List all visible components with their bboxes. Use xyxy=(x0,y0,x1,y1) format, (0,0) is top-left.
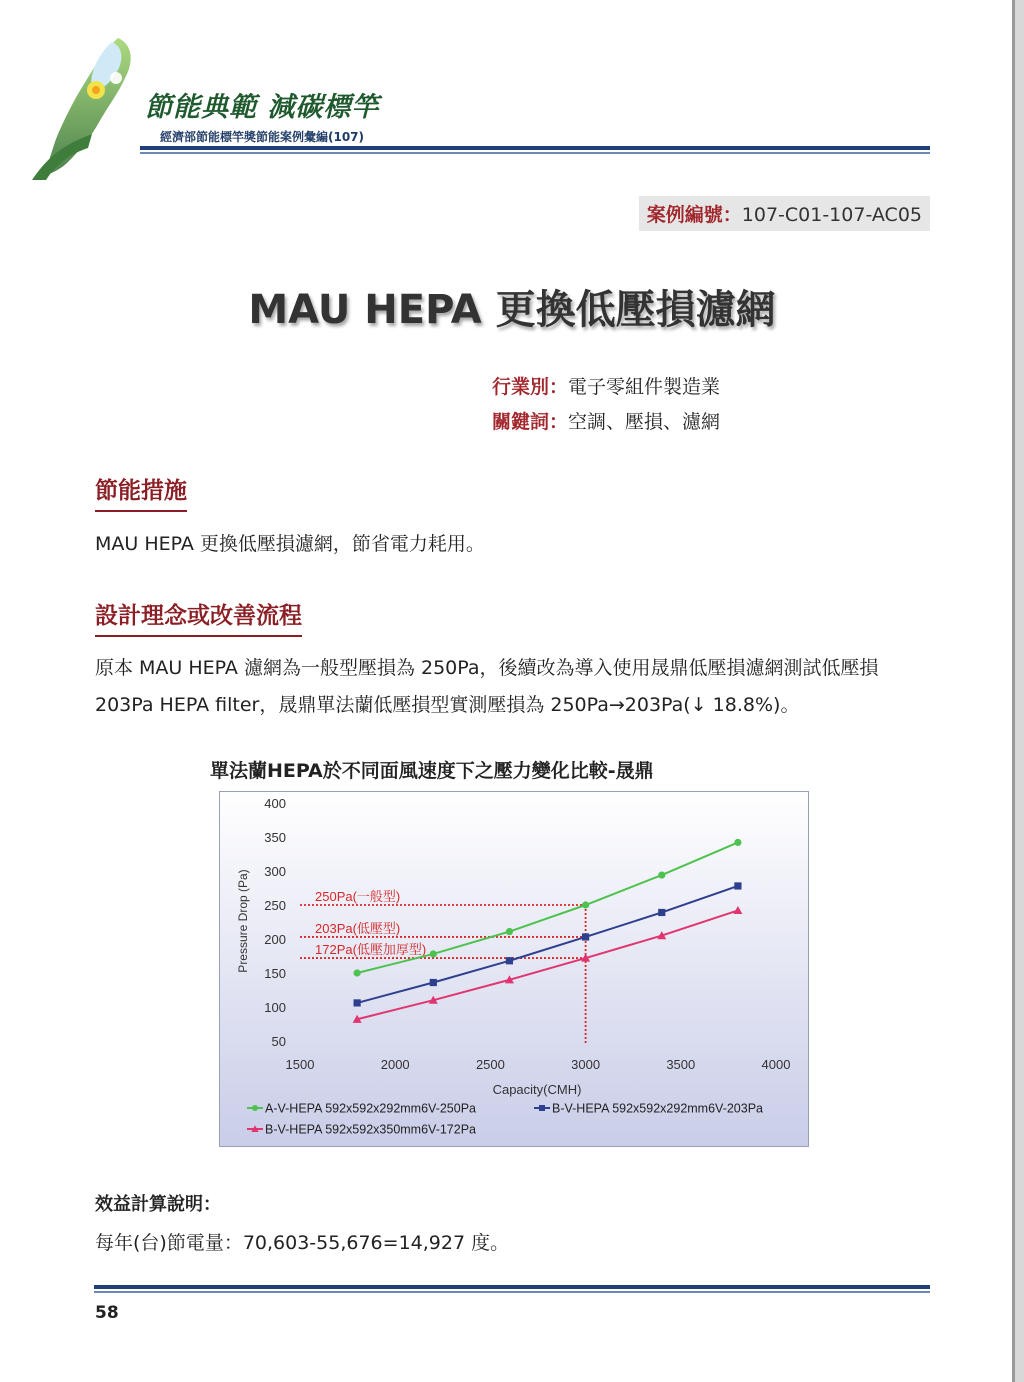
reference-label: 250Pa(一般型) xyxy=(315,889,401,904)
industry-row xyxy=(492,372,720,399)
data-point xyxy=(582,933,589,940)
x-axis-label: Capacity(CMH) xyxy=(492,1082,582,1097)
reference-label: 172Pa(低壓加厚型) xyxy=(315,942,427,958)
chart-svg xyxy=(219,791,809,1147)
legend-label: A-V-HEPA 592x592x292mm6V-250Pa xyxy=(265,1101,477,1116)
data-point xyxy=(734,839,741,846)
keywords-label: 關鍵詞： xyxy=(492,411,569,433)
data-point xyxy=(658,871,665,878)
data-point xyxy=(354,999,361,1006)
page-title: MAU HEPA 更換低壓損濾網 xyxy=(248,287,776,333)
y-tick-label: 50 xyxy=(271,1034,286,1049)
case-number-box xyxy=(639,196,930,231)
data-point xyxy=(252,1105,258,1111)
x-tick-label: 3000 xyxy=(571,1057,601,1072)
data-point xyxy=(539,1105,545,1111)
legend-label: B-V-HEPA 592x592x350mm6V-172Pa xyxy=(265,1122,477,1137)
section-heading-measures: 節能措施 xyxy=(95,472,187,512)
data-point xyxy=(506,928,513,935)
page-edge xyxy=(1012,0,1024,1382)
page-number: 58 xyxy=(95,1303,119,1323)
footer-divider-thin xyxy=(94,1291,930,1293)
y-tick-label: 250 xyxy=(264,898,286,913)
brand-subtitle: 經濟部節能標竿獎節能案例彙編(107) xyxy=(160,130,365,144)
keywords-value: 空調、壓損、濾網 xyxy=(568,411,721,433)
data-point xyxy=(430,950,437,957)
data-point xyxy=(506,957,513,964)
industry-label: 行業別： xyxy=(492,376,569,398)
data-point xyxy=(582,901,589,908)
data-point xyxy=(354,969,361,976)
pressure-drop-chart xyxy=(219,791,809,1151)
data-point xyxy=(430,979,437,986)
x-tick-label: 4000 xyxy=(761,1057,791,1072)
taiwan-map-logo-icon xyxy=(22,30,152,180)
industry-value: 電子零組件製造業 xyxy=(568,376,721,398)
measures-paragraph: MAU HEPA 更換低壓損濾網，節省電力耗用。 xyxy=(95,533,485,555)
y-axis-label: Pressure Drop (Pa) xyxy=(236,869,250,973)
chart-title: 單法蘭HEPA於不同面風速度下之壓力變化比較-晟鼎 xyxy=(210,760,654,782)
y-tick-label: 150 xyxy=(264,966,286,981)
x-tick-label: 2500 xyxy=(475,1057,505,1072)
case-number-label: 案例編號： xyxy=(646,204,742,226)
reference-label: 203Pa(低壓型) xyxy=(315,920,401,936)
x-tick-label: 2000 xyxy=(380,1057,410,1072)
y-tick-label: 200 xyxy=(264,932,286,947)
legend-label: B-V-HEPA 592x592x292mm6V-203Pa xyxy=(552,1101,764,1116)
benefit-heading: 效益計算說明： xyxy=(95,1194,221,1215)
design-paragraph: 原本 MAU HEPA 濾網為一般型壓損為 250Pa，後續改為導入使用晟鼎低壓損濾網測試低壓損 203Pa HEPA filter，晟鼎單法蘭低壓損型實測壓損為 250Pa→203Pa(↓ 18.8%)。 xyxy=(95,657,879,716)
benefit-text: 每年(台)節電量：70,603-55,676=14,927 度。 xyxy=(95,1232,510,1254)
case-number-value: 107-C01-107-AC05 xyxy=(741,204,922,226)
data-point xyxy=(658,909,665,916)
keywords-row xyxy=(492,407,720,434)
x-tick-label: 1500 xyxy=(285,1057,315,1072)
y-tick-label: 100 xyxy=(264,1000,286,1015)
header-divider xyxy=(140,146,930,150)
y-tick-label: 350 xyxy=(264,830,286,845)
x-tick-label: 3500 xyxy=(666,1057,696,1072)
footer-divider xyxy=(94,1285,930,1289)
header-divider-thin xyxy=(140,152,930,154)
y-tick-label: 400 xyxy=(264,796,286,811)
brand-title: 節能典範 減碳標竿 xyxy=(145,92,380,123)
section-heading-design: 設計理念或改善流程 xyxy=(95,597,302,637)
data-point xyxy=(734,882,741,889)
y-tick-label: 300 xyxy=(264,864,286,879)
